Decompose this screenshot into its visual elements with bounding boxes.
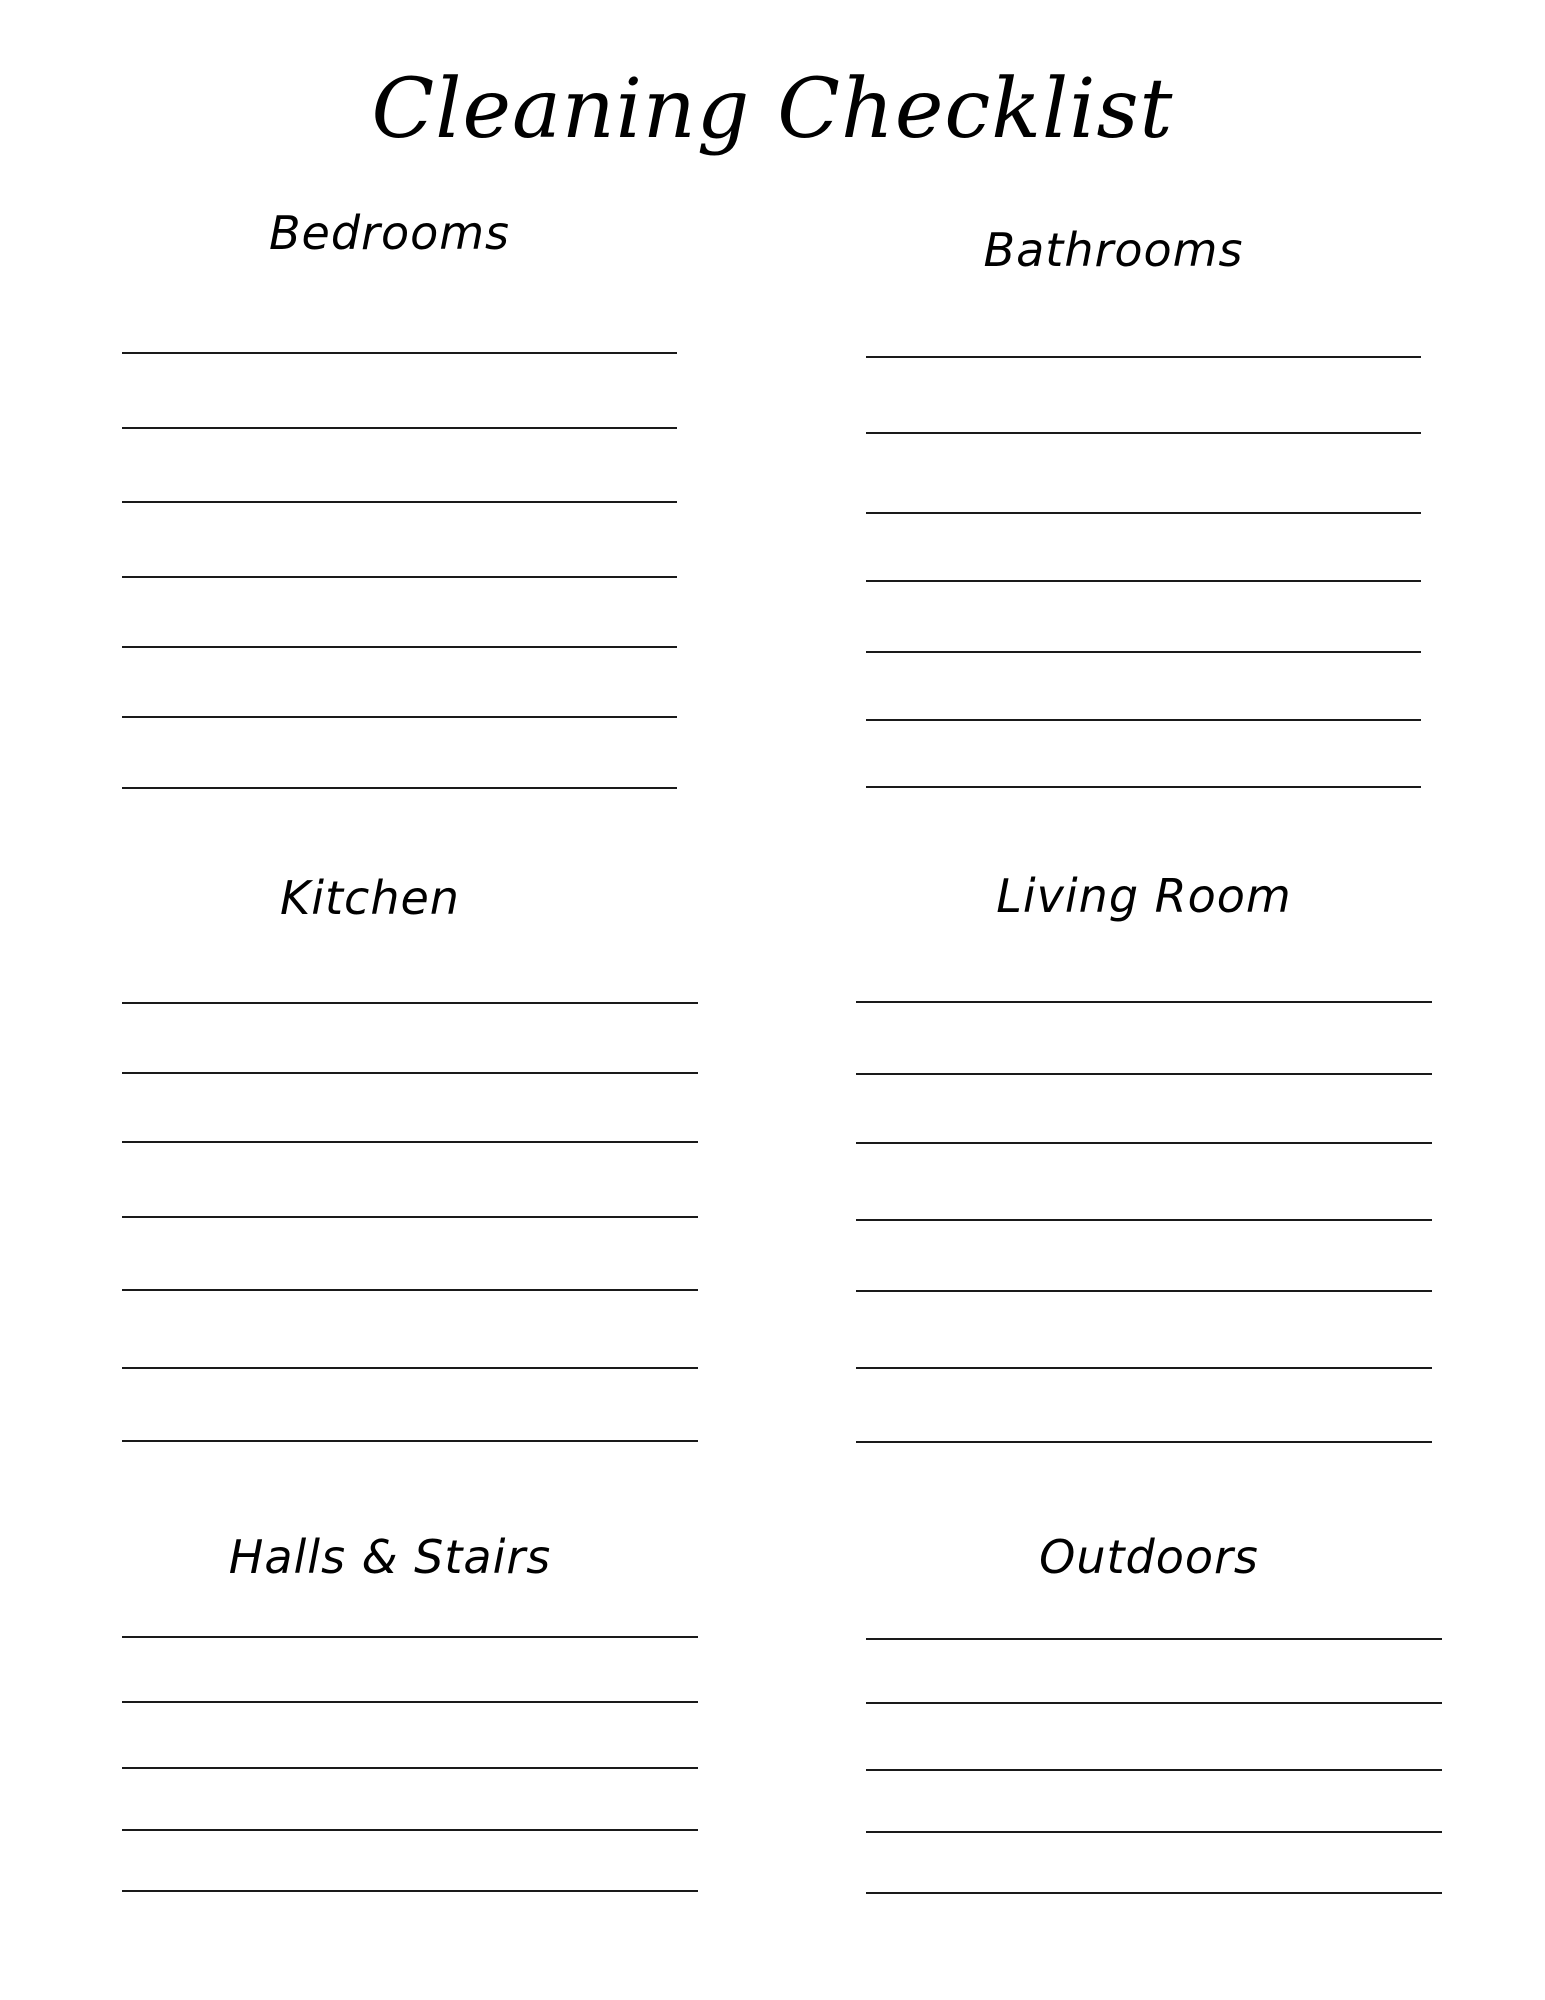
section-heading: Bedrooms xyxy=(268,206,511,260)
checklist-write-line[interactable] xyxy=(866,1769,1442,1771)
section-heading: Kitchen xyxy=(280,871,460,925)
section-heading: Outdoors xyxy=(1039,1530,1259,1584)
checklist-write-line[interactable] xyxy=(122,1636,698,1638)
section-heading: Halls & Stairs xyxy=(228,1530,552,1584)
checklist-write-line[interactable] xyxy=(866,1892,1442,1894)
checklist-write-line[interactable] xyxy=(866,1831,1442,1833)
checklist-write-line[interactable] xyxy=(122,1701,698,1703)
checklist-write-line[interactable] xyxy=(122,1890,698,1892)
checklist-write-line[interactable] xyxy=(866,1702,1442,1704)
page-title: Cleaning Checklist xyxy=(371,62,1174,157)
checklist-write-line[interactable] xyxy=(122,1767,698,1769)
checklist-write-line[interactable] xyxy=(122,1829,698,1831)
checklist-write-line[interactable] xyxy=(866,1638,1442,1640)
section-heading: Living Room xyxy=(996,869,1292,923)
section-halls-stairs xyxy=(122,0,698,2000)
section-outdoors xyxy=(866,0,1442,2000)
section-heading: Bathrooms xyxy=(983,223,1244,277)
